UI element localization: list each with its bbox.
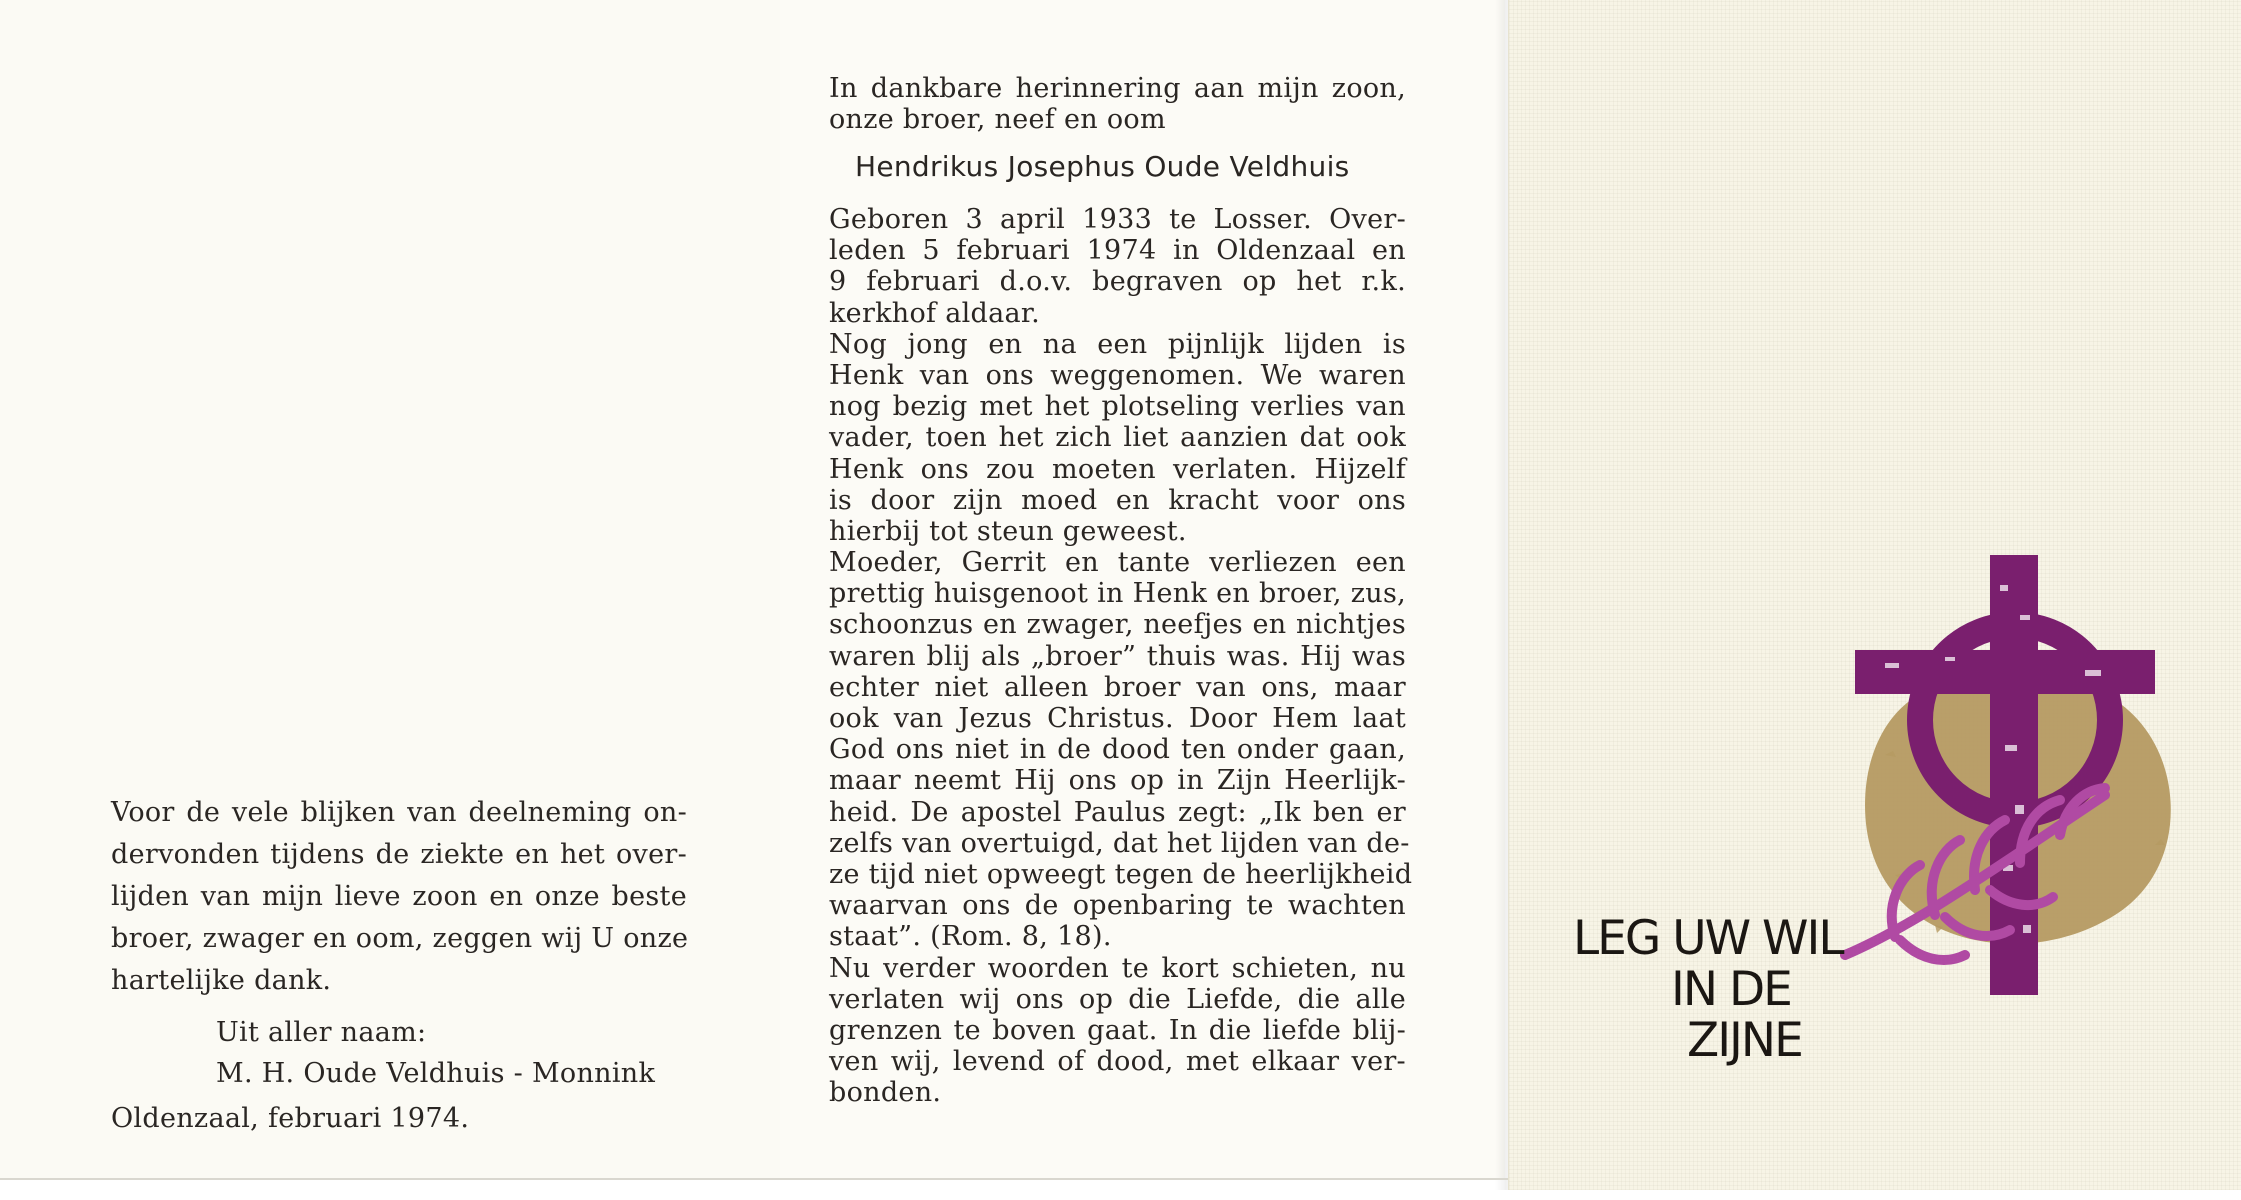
thanks-line: lijden van mijn lieve zoon en onze beste [111, 881, 687, 912]
biography-line: zelfs van overtuigd, dat het lijden van de- [829, 827, 1410, 859]
cross-illustration [1825, 545, 2205, 1015]
biography-line: Geboren 3 april 1933 te Losser. Over- [829, 204, 1406, 235]
thanks-line: hartelijke dank. [111, 965, 332, 996]
cross-beam [1855, 650, 2155, 694]
motto-line: LEG UW WIL [1573, 911, 1843, 966]
biography-line: vader, toen het zich liet aanzien dat ook [829, 422, 1406, 454]
biography-text [829, 204, 1413, 1109]
biography-line: maar neemt Hij ons op in Zijn Heerlijk- [829, 765, 1406, 797]
biography-line: grenzen te boven gaat. In die liefde blij- [829, 1014, 1406, 1046]
deceased-name: Hendrikus Josephus Oude Veldhuis [855, 150, 1350, 183]
biography-line: ze tijd niet opweegt tegen de heerlijkheid [829, 858, 1413, 890]
biography-line: Moeder, Gerrit en tante verliezen een [829, 547, 1406, 579]
thanks-paragraph [111, 797, 687, 1007]
biography-line: Henk ons zou moeten verlaten. Hijzelf [829, 453, 1406, 485]
motto-line: IN DE [1671, 962, 1791, 1017]
signature-intro: Uit aller naam: [216, 1017, 427, 1048]
biography-line: God ons niet in de dood ten onder gaan, [829, 734, 1406, 766]
biography-line: Henk van ons weggenomen. We waren [829, 359, 1406, 391]
thanks-line: dervonden tijdens de ziekte en het over- [111, 839, 687, 870]
biography-line: waarvan ons de openbaring te wachten [829, 890, 1406, 922]
biography-line: echter niet alleen broer van ons, maar [829, 671, 1406, 703]
biography-line: leden 5 februari 1974 in Oldenzaal en [829, 235, 1406, 267]
thanks-line: Voor de vele blijken van deelneming on- [111, 797, 687, 828]
card-bottom-edge [0, 1178, 1508, 1180]
biography-line: Nu verder woorden te kort schieten, nu [829, 952, 1406, 984]
biography-line: verlaten wij ons op die Liefde, die alle [829, 983, 1406, 1015]
biography-line: ook van Jezus Christus. Door Hem laat [829, 703, 1406, 734]
biography-line: prettig huisgenoot in Henk en broer, zus, [829, 578, 1406, 610]
biography-line: staat”. (Rom. 8, 18). [829, 921, 1112, 953]
place-date: Oldenzaal, februari 1974. [111, 1103, 470, 1134]
biography-line: nog bezig met het plotseling verlies van [829, 391, 1406, 423]
biography-line: heid. De apostel Paulus zegt: „Ik ben er [829, 796, 1406, 828]
biography-line: is door zijn moed en kracht voor ons [829, 484, 1406, 516]
biography-line: ven wij, levend of dood, met elkaar ver- [829, 1046, 1406, 1078]
thanks-line: broer, zwager en oom, zeggen wij U onze [111, 923, 689, 954]
intro-line: In dankbare herinnering aan mijn zoon, [829, 73, 1406, 104]
signature-name: M. H. Oude Veldhuis - Monnink [216, 1058, 656, 1089]
biography-line: Nog jong en na een pijnlijk lijden is [829, 328, 1406, 360]
biography-line: bonden. [829, 1077, 942, 1109]
biography-line: waren blij als „broer” thuis was. Hij was [829, 640, 1406, 672]
biography-line: 9 februari d.o.v. begraven op het r.k. [829, 266, 1406, 298]
biography-line: kerkhof aldaar. [829, 297, 1041, 329]
memorial-intro [829, 73, 1406, 135]
biography-line: hierbij tot steun geweest. [829, 515, 1187, 547]
motto-line: ZIJNE [1687, 1013, 1802, 1068]
biography-line: schoonzus en zwager, neefjes en nichtjes [829, 609, 1406, 641]
intro-line: onze broer, neef en oom [829, 104, 1166, 135]
